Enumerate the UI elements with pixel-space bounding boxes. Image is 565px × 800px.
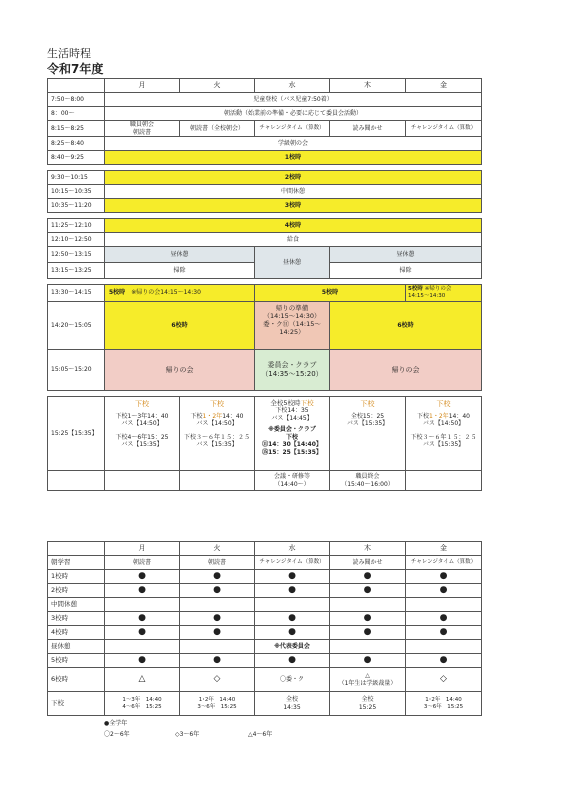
- day-wed: 水: [255, 542, 330, 556]
- page-title: 令和7年度: [47, 62, 104, 76]
- summary-row-label: 昼休憩: [48, 640, 105, 654]
- day-mon: 月: [105, 79, 180, 93]
- period-3-cell: 3校時: [105, 199, 482, 213]
- thu-fri-closing-cell: 帰りの会: [330, 350, 482, 391]
- period-1-cell: 1校時: [105, 151, 482, 165]
- period-5-note: ※帰りの会 14:15～14:30: [408, 286, 452, 299]
- time-cell: 15:05～15:20: [48, 350, 105, 391]
- summary-row: [48, 584, 482, 598]
- attendance-dot: ●: [105, 626, 180, 640]
- thu-fri-cleaning-cell: 掃除: [330, 263, 482, 279]
- attendance-dot: ●: [255, 654, 330, 668]
- wed-morning-cell: チャレンジタイム（算数）: [255, 121, 330, 137]
- time-cell: [48, 471, 105, 491]
- tue-dismissal-cell: [180, 397, 255, 471]
- homeroom-cell: 学級朝の会: [105, 137, 482, 151]
- summary-row-label: 朝学習: [48, 556, 105, 570]
- dismissal-head: 全校5校時下校: [270, 399, 314, 407]
- empty-cell: [406, 471, 482, 491]
- mon-tue-closing-cell: 帰りの会: [105, 350, 255, 391]
- row-lunch-break: [48, 247, 482, 263]
- dismissal-bus: バス【14:50】: [422, 420, 465, 428]
- thu-fri-break-cell: 昼休憩: [330, 247, 482, 263]
- day-thu: 木: [330, 79, 406, 93]
- wed-break-cell: 昼休憩: [255, 247, 330, 279]
- attendance-dot: ●: [406, 612, 482, 626]
- summary-row-label: 1校時: [48, 570, 105, 584]
- time-cell: 13:15～13:25: [48, 263, 105, 279]
- period-5-label: 5校時: [408, 286, 423, 293]
- dismissal-late: 下校３～６年１５：２５ バス【15:35】: [183, 433, 250, 449]
- row-period-2: [48, 171, 482, 185]
- dismissal-head: 下校: [436, 400, 451, 408]
- corner-cell: [48, 542, 105, 556]
- attendance-dot: ●: [406, 626, 482, 640]
- attendance-dot: ●: [255, 626, 330, 640]
- attendance-dot: ●: [406, 584, 482, 598]
- attendance-dot: ●: [105, 612, 180, 626]
- time-cell: 8：00～: [48, 107, 105, 121]
- legend-all-grades: ●全学年: [104, 720, 128, 727]
- dismissal-head: 下校: [135, 400, 149, 408]
- row-period-3: [48, 199, 482, 213]
- summary-cell: チャレンジタイム（算数）: [406, 556, 482, 570]
- dismissal-early: 下校1～3年14：40 バス【14:50】: [115, 412, 169, 428]
- period-2-cell: 2校時: [105, 171, 482, 185]
- row-staff: [48, 471, 482, 491]
- row-period-4: [48, 219, 482, 233]
- summary-cell: [105, 598, 180, 612]
- summary-row-label: 5校時: [48, 654, 105, 668]
- summary-cell: [105, 640, 180, 654]
- time-cell: 8:40～9:25: [48, 151, 105, 165]
- time-cell: 8:15～8:25: [48, 121, 105, 137]
- row-closing: [48, 350, 482, 391]
- schedule-table: [47, 78, 482, 491]
- grade-symbol: △: [105, 668, 180, 692]
- dismissal-early: 下校14：35 バス【14:45】: [271, 407, 313, 422]
- time-cell: 15:25【15:35】: [48, 397, 105, 471]
- time-cell: 7:50～8:00: [48, 93, 105, 107]
- summary-row-label: 下校: [48, 692, 105, 716]
- summary-row: [48, 640, 482, 654]
- row-period-6: [48, 302, 482, 350]
- attendance-dot: ●: [180, 584, 255, 598]
- tue-morning-cell: 朝読書（全校朝会）: [180, 121, 255, 137]
- dismissal-late: 下校３～６年１５：２５ バス【15:35】: [410, 433, 477, 449]
- dismissal-committee: ※委員会・クラブ 下校 ⑪14：30【14:40】 ⑮15：25【15:35】: [262, 426, 322, 456]
- attendance-dot: ●: [180, 570, 255, 584]
- mon-tue-break-cell: 昼休憩: [105, 247, 255, 263]
- attendance-dot: ●: [406, 654, 482, 668]
- mon-dismissal-cell: [105, 397, 180, 471]
- day-tue: 火: [180, 542, 255, 556]
- fri-dismissal-cell: [406, 397, 482, 471]
- attendance-dot: ●: [255, 570, 330, 584]
- summary-cell: 〇委・ク: [255, 668, 330, 692]
- summary-cell: 朝読書: [105, 556, 180, 570]
- dismissal-head: 下校: [360, 400, 375, 408]
- attendance-dot: ●: [105, 654, 180, 668]
- attendance-dot: ●: [330, 612, 406, 626]
- arrival-cell: 児童登校（バス児童7:50着）: [105, 93, 482, 107]
- summary-row-label: 2校時: [48, 584, 105, 598]
- summary-cell: [406, 640, 482, 654]
- summary-cell: [406, 598, 482, 612]
- summary-cell: 1～3年 14:40 4～6年 15:25: [105, 692, 180, 716]
- fri-morning-cell: チャレンジタイム（算数）: [406, 121, 482, 137]
- day-fri: 金: [406, 542, 482, 556]
- time-cell: 12:10～12:50: [48, 233, 105, 247]
- dismissal-early: 下校1・2年14：40: [417, 412, 470, 420]
- dismissal-late: 下校4～6年15：25 バス【15:35】: [115, 433, 169, 449]
- time-cell: 10:35～11:20: [48, 199, 105, 213]
- summary-row-label: 4校時: [48, 626, 105, 640]
- summary-row: [48, 556, 482, 570]
- lunch-cell: 給食: [105, 233, 482, 247]
- attendance-dot: ●: [330, 626, 406, 640]
- wed-thu-period-5-cell: 5校時: [255, 285, 406, 302]
- thu-dismissal-cell: [330, 397, 406, 471]
- summary-cell: ※代表委員会: [255, 640, 330, 654]
- summary-cell: 1･2年 14:40 3～6年 15:25: [180, 692, 255, 716]
- attendance-dot: ●: [406, 570, 482, 584]
- dismissal-bus: バス【14:50】: [196, 420, 238, 428]
- attendance-dot: ●: [330, 570, 406, 584]
- day-wed: 水: [255, 79, 330, 93]
- grade-symbol: △ （1年生は学級裁量）: [330, 668, 406, 692]
- summary-table: [47, 541, 482, 716]
- summary-row: [48, 668, 482, 692]
- day-fri: 金: [406, 79, 482, 93]
- legend-grades-4-6: △4～6年: [248, 731, 273, 738]
- wed-committee-cell: 委員会・クラブ （14:35～15:20）: [255, 350, 330, 391]
- attendance-dot: ●: [105, 584, 180, 598]
- thu-staff-cell: 職員終会 （15:40～16:00）: [330, 471, 406, 491]
- attendance-dot: ●: [255, 584, 330, 598]
- period-4-cell: 4校時: [105, 219, 482, 233]
- mon-tue-cleaning-cell: 掃除: [105, 263, 255, 279]
- row-lunch: [48, 233, 482, 247]
- time-cell: 10:15～10:35: [48, 185, 105, 199]
- summary-cell: 1･2年 14:40 3～6年 15:25: [406, 692, 482, 716]
- wed-meeting-cell: 会議・研修等 （14:40～）: [255, 471, 330, 491]
- corner-cell: [48, 79, 105, 93]
- thu-fri-period-6-cell: 6校時: [330, 302, 482, 350]
- summary-cell: [330, 640, 406, 654]
- attendance-dot: ●: [330, 654, 406, 668]
- time-cell: 12:50～13:15: [48, 247, 105, 263]
- period-5-label: 5校時: [109, 289, 126, 297]
- wed-prep-cell: 帰りの準備 （14:15～14:30） 委・ク⑪（14:15～14:25）: [255, 302, 330, 350]
- dismissal-all: 全校15：25 バス【15:35】: [346, 412, 389, 428]
- time-cell: 11:25～12:10: [48, 219, 105, 233]
- summary-cell: 朝読書: [180, 556, 255, 570]
- dismissal-head: 下校: [210, 400, 224, 408]
- row-morning-study: [48, 121, 482, 137]
- empty-cell: [105, 471, 180, 491]
- row-homeroom: [48, 137, 482, 151]
- summary-cell: 全校 15:25: [330, 692, 406, 716]
- row-dismissal: [48, 397, 482, 471]
- row-morning-activity: [48, 107, 482, 121]
- dismissal-early: 下校1・2年14：40: [190, 412, 244, 420]
- attendance-dot: ●: [330, 584, 406, 598]
- grade-symbol: ◇: [180, 668, 255, 692]
- row-period-5: [48, 285, 482, 302]
- summary-row: [48, 654, 482, 668]
- morning-activity-cell: 朝活動（始業前の準備・必要に応じて委員会活動）: [105, 107, 482, 121]
- attendance-dot: ●: [180, 626, 255, 640]
- mon-tue-period-6-cell: 6校時: [105, 302, 255, 350]
- period-5-note: ※帰りの会14:15～14:30: [131, 289, 201, 297]
- mon-tue-period-5-cell: [105, 285, 255, 302]
- attendance-dot: ●: [180, 654, 255, 668]
- summary-cell: [180, 598, 255, 612]
- grade-symbol: ◇: [406, 668, 482, 692]
- day-tue: 火: [180, 79, 255, 93]
- summary-row-label: 中間休憩: [48, 598, 105, 612]
- attendance-dot: ●: [180, 612, 255, 626]
- time-cell: 8:25～8:40: [48, 137, 105, 151]
- fri-period-5-cell: [406, 285, 482, 302]
- attendance-dot: ●: [255, 612, 330, 626]
- time-cell: 14:20～15:05: [48, 302, 105, 350]
- mon-morning-cell: 職員朝会 朝読書: [105, 121, 180, 137]
- legend-grades-3-6: ◇3～6年: [175, 731, 200, 738]
- row-recess: [48, 185, 482, 199]
- summary-row: [48, 612, 482, 626]
- time-cell: 9:30～10:15: [48, 171, 105, 185]
- schedule-header-row: [48, 79, 482, 93]
- page-subtitle: 生活時程: [47, 47, 91, 60]
- attendance-dot: ●: [105, 570, 180, 584]
- summary-row: [48, 570, 482, 584]
- summary-row-label: 6校時: [48, 668, 105, 692]
- summary-row: [48, 598, 482, 612]
- summary-cell: [330, 598, 406, 612]
- summary-row-label: 3校時: [48, 612, 105, 626]
- summary-row: [48, 626, 482, 640]
- day-mon: 月: [105, 542, 180, 556]
- row-arrival: [48, 93, 482, 107]
- summary-cell: 読み聞かせ: [330, 556, 406, 570]
- summary-cell: チャレンジタイム（算数）: [255, 556, 330, 570]
- summary-header-row: [48, 542, 482, 556]
- summary-row: [48, 692, 482, 716]
- empty-cell: [180, 471, 255, 491]
- thu-morning-cell: 読み聞かせ: [330, 121, 406, 137]
- recess-cell: 中間休憩: [105, 185, 482, 199]
- summary-cell: [255, 598, 330, 612]
- summary-cell: 全校 14:35: [255, 692, 330, 716]
- day-thu: 木: [330, 542, 406, 556]
- wed-dismissal-cell: [255, 397, 330, 471]
- time-cell: 13:30～14:15: [48, 285, 105, 302]
- row-period-1: [48, 151, 482, 165]
- summary-cell: [180, 640, 255, 654]
- legend-grades-2-6: 〇2～6年: [104, 731, 130, 738]
